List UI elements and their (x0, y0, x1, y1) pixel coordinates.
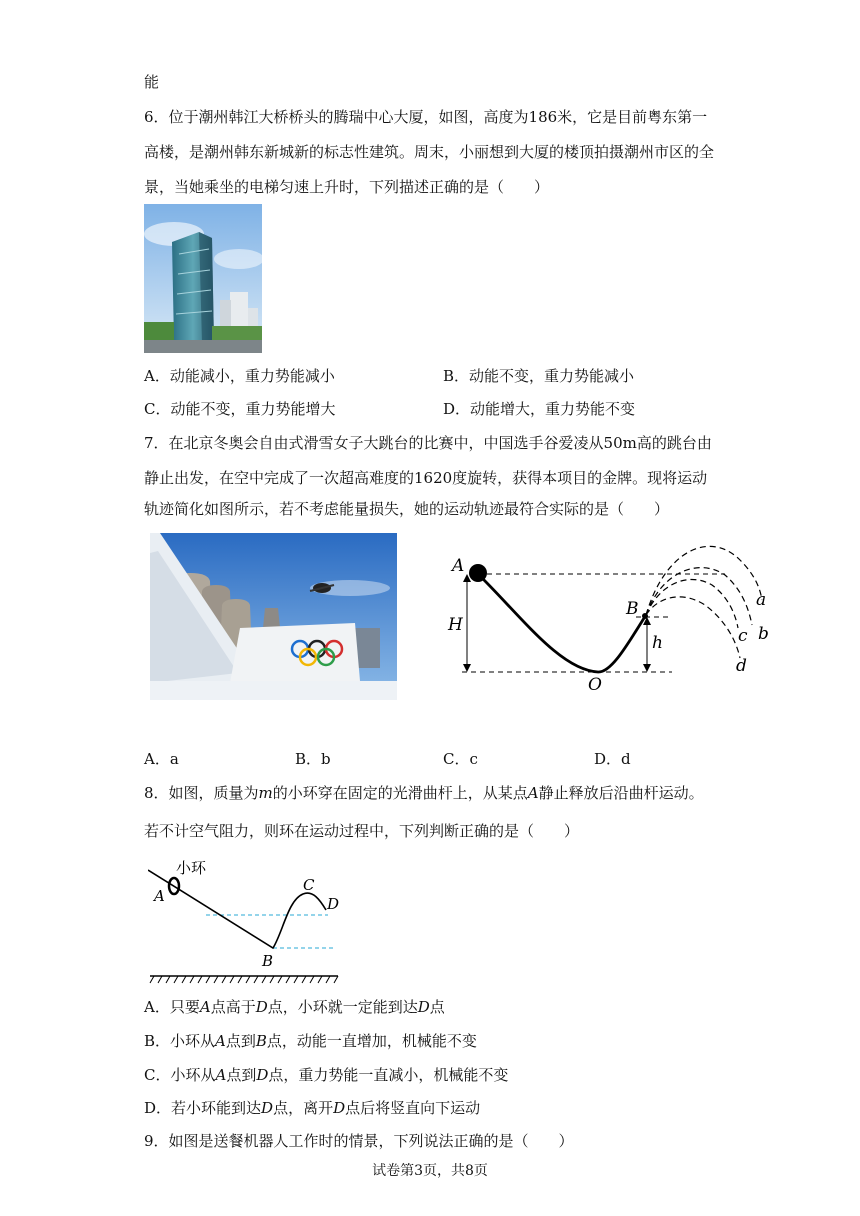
q8-stem-line-2: 若不计空气阻力，则环在运动过程中，下列判断正确的是（ ） (144, 822, 580, 840)
q7-option-d[interactable]: D．d (594, 750, 631, 768)
q9-stem-line-1: 9．如图是送餐机器人工作时的情景，下列说法正确的是（ ） (144, 1132, 574, 1150)
trajectory-svg (440, 530, 780, 700)
q8-var-m: m (258, 784, 273, 802)
option-var: A (199, 998, 211, 1016)
q7-stem-line-3: 轨迹简化如图所示，若不考虑能量损失，她的运动轨迹最符合实际的是（ ） (144, 500, 670, 518)
q6-option-c[interactable]: C．动能不变，重力势能增大 (144, 400, 336, 418)
label-point-d: D (327, 895, 340, 913)
curved-rod-svg (148, 852, 348, 984)
q8-curved-rod-diagram (148, 852, 348, 984)
q8-option-d[interactable] (144, 1098, 480, 1118)
q8-option-c[interactable] (144, 1065, 508, 1085)
q8-option-a[interactable] (144, 997, 445, 1017)
label-point-b: B (262, 952, 274, 970)
label-point-a: A (452, 556, 465, 576)
option-text: 点，离开 (273, 1099, 334, 1117)
q8-stem-text: 8．如图，质量为 (144, 784, 259, 802)
q8-option-b[interactable] (144, 1031, 477, 1051)
option-text: 点，动能一直增加，机械能不变 (266, 1032, 477, 1050)
q7-trajectory-diagram (440, 530, 780, 700)
q7-option-c[interactable]: C．c (443, 750, 478, 768)
option-text: 点，小环就一定能到达 (267, 998, 418, 1016)
label-path-b: b (758, 624, 769, 644)
option-var: D (417, 998, 430, 1016)
option-text: D．若小环能到达 (144, 1099, 262, 1117)
option-text: A．只要 (144, 998, 200, 1016)
q7-ski-jump-photo (150, 533, 397, 700)
label-path-c: c (738, 626, 748, 646)
label-ring: 小环 (176, 859, 207, 877)
q6-option-d[interactable]: D．动能增大，重力势能不变 (443, 400, 636, 418)
option-var: A (215, 1032, 226, 1050)
page-footer: 试卷第3页，共8页 (372, 1163, 488, 1179)
option-var: D (261, 1099, 274, 1117)
label-point-b: B (626, 599, 639, 619)
q6-stem-line-1: 6．位于潮州韩江大桥桥头的腾瑞中心大厦，如图，高度为186米，它是目前粤东第一 (144, 108, 708, 126)
q8-var-a: A (527, 784, 539, 802)
option-text: 点，重力势能一直减小，机械能不变 (268, 1066, 509, 1084)
option-var: A (215, 1066, 227, 1084)
label-path-d: d (736, 656, 747, 676)
q8-stem-text: 的小环穿在固定的光滑曲杆上，从某点 (272, 784, 528, 802)
q8-stem-text: 静止释放后沿曲杆运动。 (538, 784, 704, 802)
option-text: C．小环从 (144, 1066, 216, 1084)
q6-option-a[interactable]: A．动能减小，重力势能减小 (144, 367, 335, 385)
label-height-h-upper: H (448, 615, 463, 635)
option-text: 点到 (225, 1032, 256, 1050)
option-var: D (256, 1066, 269, 1084)
label-path-a: a (756, 590, 767, 610)
label-point-c: C (303, 876, 315, 894)
q7-option-a[interactable]: A．a (144, 750, 179, 768)
option-text: 点到 (226, 1066, 257, 1084)
option-text: 点高于 (210, 998, 256, 1016)
q8-stem-line-1 (144, 783, 704, 803)
q6-stem-line-2: 高楼，是潮州韩东新城新的标志性建筑。周末，小丽想到大厦的楼顶拍摄潮州市区的全 (144, 143, 715, 161)
q6-stem-line-3: 景，当她乘坐的电梯匀速上升时，下列描述正确的是（ ） (144, 178, 550, 196)
option-text: 点 (429, 998, 445, 1016)
option-var: D (333, 1099, 346, 1117)
label-point-o: O (588, 675, 602, 695)
q7-stem-line-1: 7．在北京冬奥会自由式滑雪女子大跳台的比赛中，中国选手谷爱凌从50m高的跳台由 (144, 434, 712, 452)
option-text: B．小环从 (144, 1032, 216, 1050)
tower-photo-illustration (144, 204, 262, 353)
q6-tower-photo (144, 204, 262, 353)
q7-stem-line-2: 静止出发，在空中完成了一次超高难度的1620度旋转，获得本项目的金牌。现将运动 (144, 469, 708, 487)
option-text: 点后将竖直向下运动 (345, 1099, 481, 1117)
q7-option-b[interactable]: B．b (295, 750, 331, 768)
option-var: D (255, 998, 268, 1016)
label-height-h-lower: h (652, 633, 663, 653)
label-point-a: A (154, 887, 165, 905)
q6-option-b[interactable]: B．动能不变，重力势能减小 (443, 367, 635, 385)
option-var: B (255, 1032, 267, 1050)
previous-question-fragment: 能 (144, 73, 160, 91)
ski-jump-photo-illustration (150, 533, 397, 700)
